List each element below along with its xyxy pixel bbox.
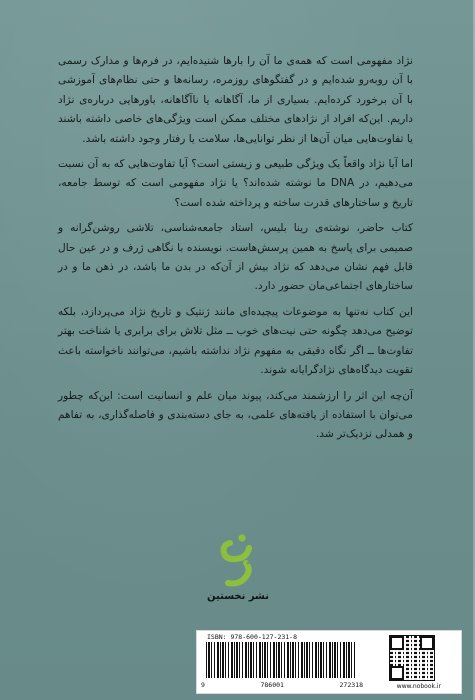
blurb-paragraph-2: اما آیا نژاد واقعاً یک ویژگی طبیعی و زیستی است؟ آیا تفاوت‌هایی که به آن نسبت می‌دهیم، در DNA ما نوشته شده‌اند؟ یا نژاد مفهومی است که توسط جامعه، تاریخ و ساختارهای قدرت ساخته و پرداخته شده است؟ [58,158,413,209]
barcode-digits [201,681,363,689]
qr-code [389,635,435,681]
blurb-paragraph-3: کتاب حاضر، نوشته‌ی رینا بلیس، استاد جامعه‌شناسی، تلاشی روشن‌گرانه و صمیمی برای پاسخ به همین پرسش‌هاست. نویسنده با نگاهی ژرف و در عین حال قابل فهم نشان می‌دهد که نژاد بیش از آن‌که در بدن ما باشد، در ذهن ما و در ساختارهای اجتماعی‌مان حضور دارد. [58,222,413,293]
isbn-label: ISBN: 978-600-127-231-8 [207,633,298,641]
publisher-logo-icon [216,533,260,589]
barcode-digit-group: 9 [201,681,205,689]
barcode-digit-group: 272318 [339,681,363,689]
blurb-paragraph-5: آن‌چه این اثر را ارزشمند می‌کند، پیوند میان علم و انسانیت است: این‌که چطور می‌توان با استفاده از یافته‌های علمی، به جای دسته‌بندی و فاصله‌گذاری، به تفاهم و همدلی نزدیک‌تر شد. [58,389,413,441]
isbn-panel [196,630,462,694]
publisher-name: نشر نخستین [207,591,269,602]
blurb-text [58,52,413,451]
barcode-digit-group: 786001 [260,681,284,689]
publisher-website: www.nobook.ir [396,683,441,690]
qr-finder [390,666,404,680]
blurb-paragraph-4: این کتاب نه‌تنها به موضوعات پیچیده‌ای مانند ژنتیک و تاریخ نژاد می‌پردازد، بلکه توضیح می‌دهد چگونه حتی نیت‌های خوب ــ مثل تلاش برای برابری یا شناخت بهتر تفاوت‌ها ــ اگر نگاه دقیقی به مفهوم نژاد نداشته باشیم، می‌توانند ناخواسته باعث تقویت دیدگاه‌های نژادگرایانه شوند. [58,305,413,377]
publisher-logo [205,533,271,605]
barcode [206,642,356,678]
blurb-paragraph-1: نژاد مفهومی است که همه‌ی ما آن را بارها شنیده‌ایم، در فرم‌ها و مدارک رسمی با آن روبه‌رو شده‌ایم و در گفتگوهای روزمره، رسانه‌ها و حتی نظام‌های آموزشی با آن برخورد کرده‌ایم. بسیاری از ما، آگاهانه یا ناآگاهانه، باورهایی درباره‌ی نژاد داریم. این‌که افراد از نژادهای مختلف ممکن است ویژگی‌های خاصی داشته باشند یا تفاوت‌هایی میان آن‌ها از نظر توانایی‌ها، سلامت یا رفتار وجود داشته باشد. [58,55,413,145]
